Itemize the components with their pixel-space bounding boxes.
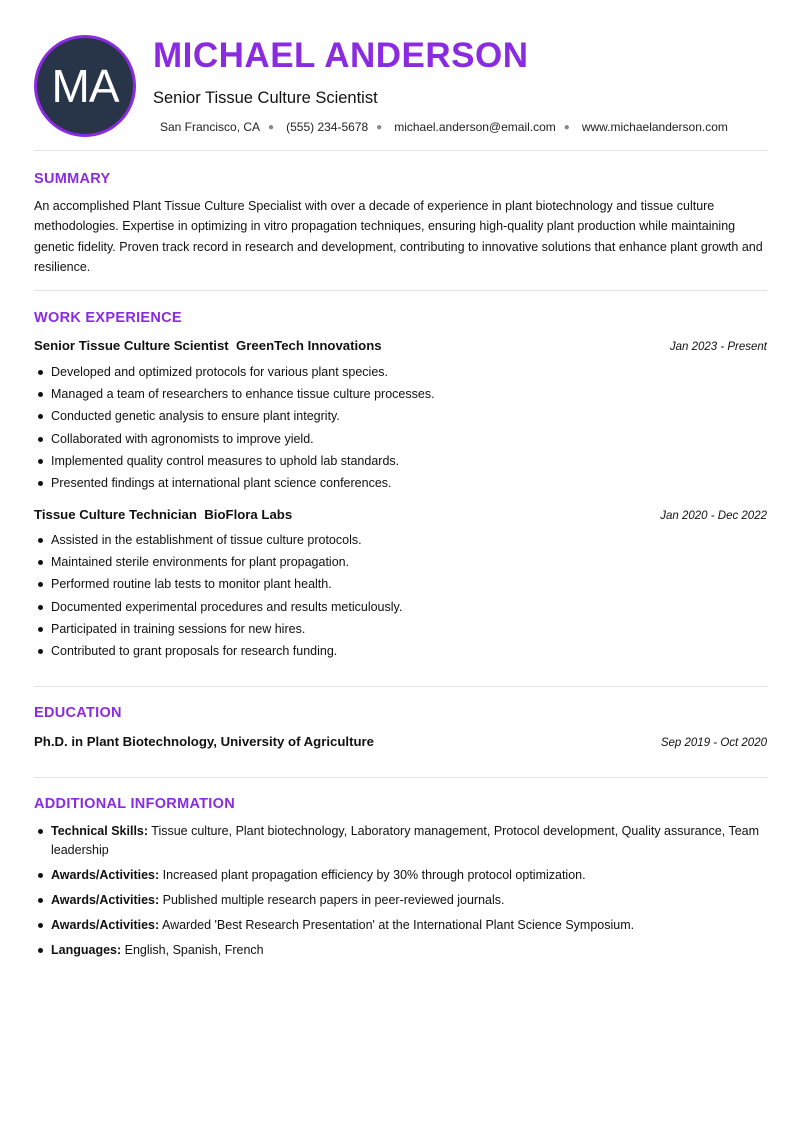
divider	[34, 150, 767, 151]
list-item: Collaborated with agronomists to improve yield.	[34, 428, 767, 450]
job-role: Senior Tissue Culture Scientist	[34, 338, 229, 353]
list-item: Documented experimental procedures and results meticulously.	[34, 596, 767, 618]
list-item: Conducted genetic analysis to ensure plant integrity.	[34, 405, 767, 427]
list-item	[34, 822, 767, 860]
list-item: Managed a team of researchers to enhance tissue culture processes.	[34, 383, 767, 405]
contact-info	[160, 120, 728, 134]
list-item	[34, 866, 767, 885]
education-dates: Sep 2019 - Oct 2020	[660, 737, 767, 749]
separator-dot-icon: ●	[563, 121, 570, 133]
location-text: San Francisco, CA	[160, 120, 261, 134]
info-label: Awards/Activities:	[51, 893, 160, 907]
separator-dot-icon: ●	[268, 121, 275, 133]
list-item	[34, 916, 767, 935]
job-role-company	[34, 507, 292, 522]
education-entry	[34, 734, 767, 749]
job-dates: Jan 2020 - Dec 2022	[660, 510, 767, 522]
candidate-name: MICHAEL ANDERSON	[153, 36, 529, 75]
job-company: BioFlora Labs	[204, 507, 293, 522]
info-label: Languages:	[51, 943, 122, 957]
job-role-company	[34, 338, 382, 353]
info-text: Published multiple research papers in peer-reviewed journals.	[162, 893, 505, 907]
job-company: GreenTech Innovations	[236, 338, 382, 353]
info-text: Tissue culture, Plant biotechnology, Laboratory management, Protocol development, Quality assurance, Team leadership	[51, 824, 760, 857]
list-item	[34, 941, 767, 960]
avatar	[34, 35, 136, 137]
info-text: Awarded 'Best Research Presentation' at the International Plant Science Symposium.	[161, 918, 635, 932]
list-item: Contributed to grant proposals for research funding.	[34, 640, 767, 662]
list-item: Maintained sterile environments for plant propagation.	[34, 551, 767, 573]
job-dates: Jan 2023 - Present	[669, 341, 767, 353]
info-label: Awards/Activities:	[51, 918, 160, 932]
job-header	[34, 338, 767, 353]
list-item: Participated in training sessions for new hires.	[34, 618, 767, 640]
job-header	[34, 507, 767, 522]
education-heading: EDUCATION	[34, 705, 122, 721]
degree-text: Ph.D. in Plant Biotechnology, University of Agriculture	[34, 734, 374, 749]
info-label: Technical Skills:	[51, 824, 149, 838]
list-item: Assisted in the establishment of tissue culture protocols.	[34, 529, 767, 551]
website-link[interactable]: www.michaelanderson.com	[581, 120, 728, 134]
job-title: Senior Tissue Culture Scientist	[153, 89, 378, 107]
list-item	[34, 891, 767, 910]
list-item: Implemented quality control measures to uphold lab standards.	[34, 450, 767, 472]
email-link[interactable]: michael.anderson@email.com	[394, 120, 556, 134]
job-bullets	[34, 529, 767, 662]
summary-text: An accomplished Plant Tissue Culture Specialist with over a decade of experience in plant biotechnology and tissue culture methodologies. Expertise in optimizing in vitro propagation techniques, ensuring high-quality plant production while maintaining genetic fidelity. Proven track record in research and development, contributing to innovative solutions that enhance plant growth and resilience.	[34, 199, 763, 274]
list-item: Developed and optimized protocols for various plant species.	[34, 361, 767, 383]
job-bullets	[34, 361, 767, 494]
job-role: Tissue Culture Technician	[34, 507, 197, 522]
list-item: Presented findings at international plant science conferences.	[34, 472, 767, 494]
info-text: English, Spanish, French	[124, 943, 264, 957]
summary-heading: SUMMARY	[34, 171, 111, 187]
info-label: Awards/Activities:	[51, 868, 160, 882]
list-item: Performed routine lab tests to monitor plant health.	[34, 573, 767, 595]
divider	[34, 290, 767, 291]
divider	[34, 686, 767, 687]
info-text: Increased plant propagation efficiency by 30% through protocol optimization.	[162, 868, 586, 882]
phone-text: (555) 234-5678	[286, 120, 369, 134]
work-experience-heading: WORK EXPERIENCE	[34, 310, 182, 326]
divider	[34, 777, 767, 778]
additional-info-heading: ADDITIONAL INFORMATION	[34, 796, 235, 812]
additional-info-list	[34, 822, 767, 966]
avatar-initials: MA	[51, 60, 119, 112]
separator-dot-icon: ●	[376, 121, 383, 133]
